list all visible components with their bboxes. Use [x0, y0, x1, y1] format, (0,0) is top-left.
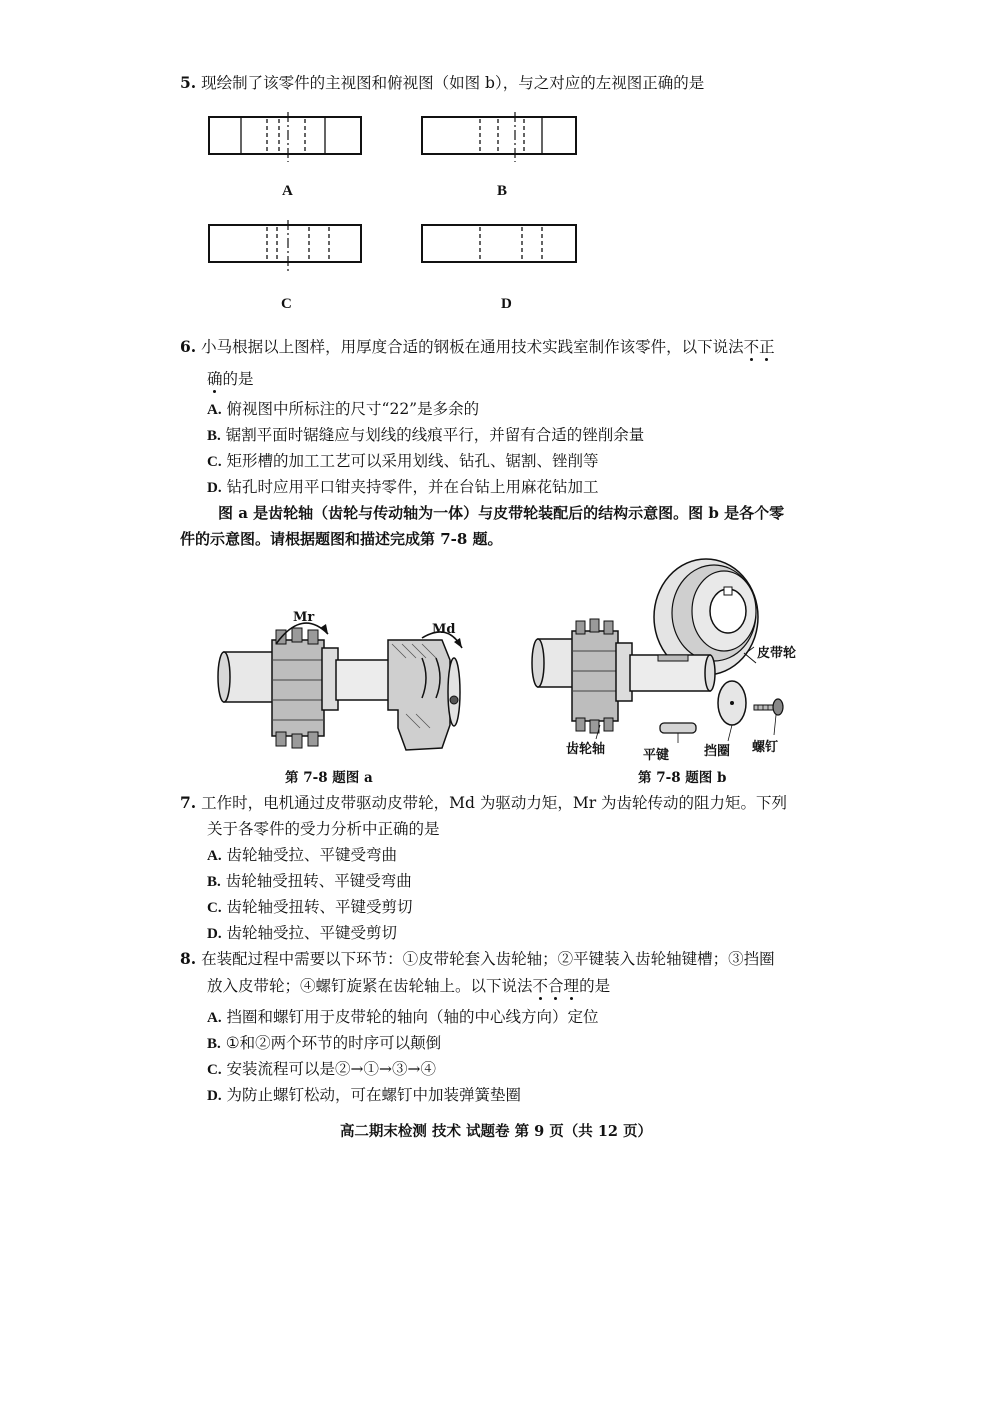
q6-option-d[interactable]: [207, 476, 599, 499]
q6-text-pre: 小马根据以上图样，用厚度合适的钢板在通用技术实践室制作该零件，以下说法: [201, 338, 744, 356]
q7-option-b-text: 齿轮轴受扭转、平键受弯曲: [225, 872, 412, 890]
q6-option-c-label: C.: [207, 454, 222, 470]
q5-option-b-drawing[interactable]: [418, 110, 583, 172]
q7-stem-line2: 关于各零件的受力分析中正确的是: [207, 820, 440, 838]
q8-option-b-label: B.: [207, 1036, 221, 1052]
q6-option-d-label: D.: [207, 480, 222, 496]
q8-emphasis-3: 理: [563, 977, 580, 995]
q6-stem-line1: [180, 336, 775, 358]
figure-a-label-mr: Mr: [293, 610, 315, 625]
q7-option-b-label: B.: [207, 874, 221, 890]
figure-b-caption: 第 7-8 题图 b: [638, 770, 727, 786]
q8-option-a-label: A.: [207, 1010, 222, 1026]
figure-b-label-screw: 螺钉: [752, 740, 779, 755]
q8-number: 8.: [180, 949, 197, 968]
q5-stem: [180, 72, 704, 94]
q5-option-a-label: A: [282, 183, 293, 199]
q8-option-b[interactable]: [207, 1032, 441, 1055]
q7-text-line1: 工作时，电机通过皮带驱动皮带轮，Md 为驱动力矩，Mr 为齿轮传动的阻力矩。下列: [201, 794, 788, 812]
q6-emphasis-3: 确: [207, 370, 223, 388]
q8-text-line1: 在装配过程中需要以下环节：①皮带轮套入齿轮轴；②平键装入齿轮轴键槽；③挡圈: [201, 950, 775, 968]
q7-number: 7.: [180, 793, 197, 812]
q7-option-a-label: A.: [207, 848, 222, 864]
q6-option-a-text: 俯视图中所标注的尺寸“22”是多余的: [226, 400, 480, 418]
page-footer: 高二期末检测 技术 试题卷 第 9 页（共 12 页）: [339, 1123, 653, 1140]
q7-option-a[interactable]: [207, 844, 397, 867]
figure-b-label-key: 平键: [643, 748, 670, 763]
q7-stem-line1: [180, 792, 787, 814]
figure-b-label-pulley: 皮带轮: [757, 646, 797, 661]
q7-option-b[interactable]: [207, 870, 412, 893]
q5-text: 现绘制了该零件的主视图和俯视图（如图 b），与之对应的左视图正确的是: [201, 74, 705, 92]
q8-emphasis-2: 合: [548, 977, 564, 995]
q5-option-d-drawing[interactable]: [418, 218, 583, 280]
q8-option-b-text: ①和②两个环节的时序可以颠倒: [225, 1034, 442, 1052]
q6-option-b-label: B.: [207, 428, 221, 444]
q6-option-b-text: 锯割平面时锯缝应与划线的线痕平行，并留有合适的锉削余量: [225, 426, 645, 444]
q5-option-a-drawing[interactable]: [205, 110, 365, 172]
q8-option-a[interactable]: [207, 1006, 599, 1029]
q7-option-d[interactable]: [207, 922, 397, 945]
figure-a-caption: 第 7-8 题图 a: [285, 770, 373, 786]
q8-option-c[interactable]: [207, 1058, 436, 1081]
q8-option-c-text: 安装流程可以是②→①→③→④: [226, 1060, 436, 1078]
q6-option-c[interactable]: [207, 450, 599, 473]
q5-option-c-drawing[interactable]: [205, 218, 365, 280]
q5-number: 5.: [180, 73, 197, 92]
q6-number: 6.: [180, 337, 197, 356]
q6-option-b[interactable]: [207, 424, 644, 447]
q8-text-line2-post: 的是: [579, 977, 611, 995]
q8-stem-line1: [180, 948, 775, 970]
intro-line2: 件的示意图。请根据题图和描述完成第 7-8 题。: [180, 530, 503, 548]
q6-emphasis-2: 正: [759, 338, 775, 356]
q6-emphasis-1: 不: [743, 338, 760, 356]
q6-text-post: 的是: [222, 370, 254, 388]
q8-option-d-text: 为防止螺钉松动，可在螺钉中加装弹簧垫圈: [226, 1086, 522, 1104]
q8-emphasis-1: 不: [532, 977, 549, 995]
q8-text-line2-pre: 放入皮带轮；④螺钉旋紧在齿轮轴上。以下说法: [207, 977, 533, 995]
q6-option-c-text: 矩形槽的加工工艺可以采用划线、钻孔、锯割、锉削等: [226, 452, 599, 470]
q5-option-c-label: C: [281, 296, 292, 312]
q8-stem-line2: [207, 975, 610, 997]
q8-option-d-label: D.: [207, 1088, 222, 1104]
q7-option-c[interactable]: [207, 896, 413, 919]
q5-option-b-label: B: [497, 183, 508, 199]
q8-option-d[interactable]: [207, 1084, 521, 1107]
q6-option-a-label: A.: [207, 402, 222, 418]
q6-option-a[interactable]: [207, 398, 479, 421]
q6-option-d-text: 钻孔时应用平口钳夹持零件，并在台钻上用麻花钻加工: [226, 478, 599, 496]
q8-option-a-text: 挡圈和螺钉用于皮带轮的轴向（轴的中心线方向）定位: [226, 1008, 599, 1026]
q7-option-c-label: C.: [207, 900, 222, 916]
q7-option-d-text: 齿轮轴受拉、平键受剪切: [226, 924, 398, 942]
q7-option-d-label: D.: [207, 926, 222, 942]
figure-b-label-ring: 挡圈: [704, 744, 731, 759]
figure-b-label-gear-shaft: 齿轮轴: [566, 742, 606, 757]
q8-option-c-label: C.: [207, 1062, 222, 1078]
q7-option-a-text: 齿轮轴受拉、平键受弯曲: [226, 846, 398, 864]
intro-line1: 图 a 是齿轮轴（齿轮与传动轴为一体）与皮带轮装配后的结构示意图。图 b 是各个零: [218, 504, 785, 522]
figure-a-label-md: Md: [432, 622, 456, 637]
q5-option-d-label: D: [501, 296, 512, 312]
q7-option-c-text: 齿轮轴受扭转、平键受剪切: [226, 898, 413, 916]
q6-stem-line2: [207, 368, 254, 390]
